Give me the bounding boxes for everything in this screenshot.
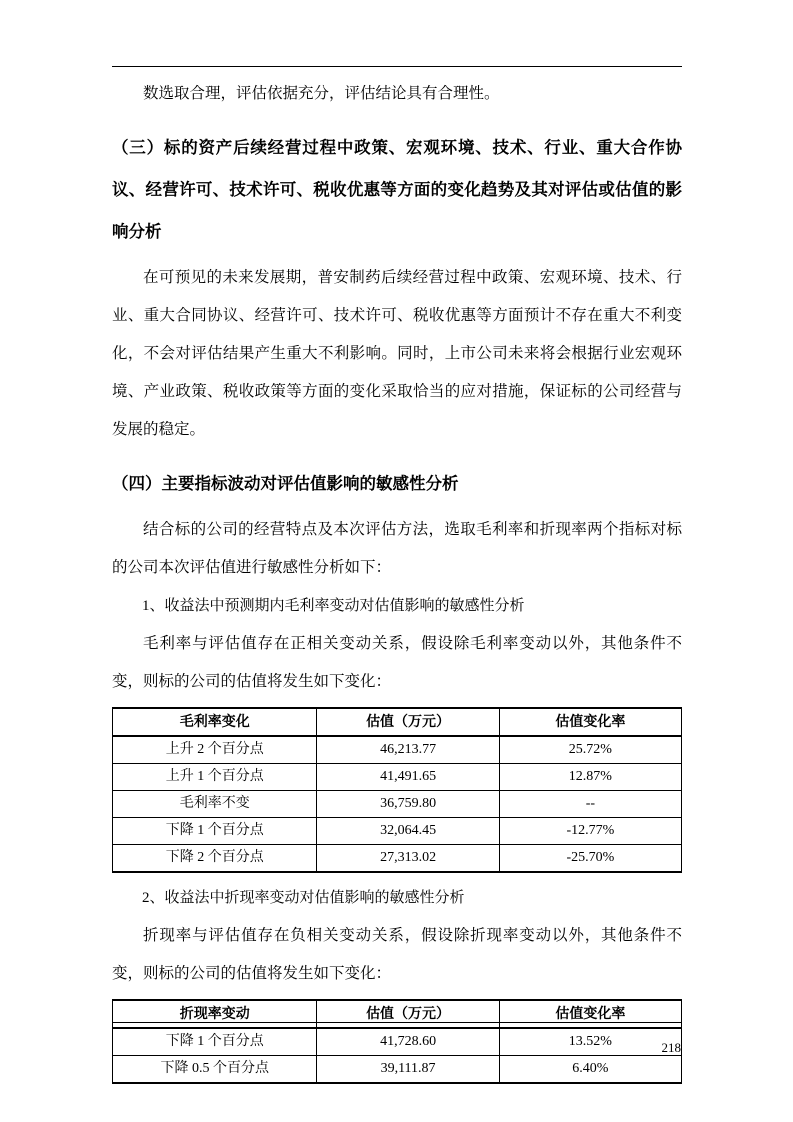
header-rule xyxy=(112,66,682,67)
cell-rate: 25.72% xyxy=(499,736,681,764)
cell-rate: 13.52% xyxy=(499,1028,681,1056)
table-row xyxy=(113,791,682,818)
subsection-2-title: 2、收益法中折现率变动对估值影响的敏感性分析 xyxy=(142,890,465,906)
section-three-paragraph: 在可预见的未来发展期，普安制药后续经营过程中政策、宏观环境、技术、行业、重大合同协议、经营许可、技术许可、税收优惠等方面预计不存在重大不利变化，不会对评估结果产生重大不利影响。同时，上市公司未来将会根据行业宏观环境、产业政策、税收政策等方面的变化采取恰当的应对措施，保证标的公司经营与发展的稳定。 xyxy=(112,269,682,438)
section-four-intro-paragraph: 结合标的公司的经营特点及本次评估方法，选取毛利率和折现率两个指标对标的公司本次评估值进行敏感性分析如下： xyxy=(112,521,682,576)
cell-change: 上升 2 个百分点 xyxy=(113,736,317,764)
cell-rate: -25.70% xyxy=(499,845,681,873)
table-row xyxy=(113,845,682,873)
page-number: 218 xyxy=(661,1040,681,1055)
table-row xyxy=(113,736,682,764)
cell-valuation: 36,759.80 xyxy=(317,791,499,818)
cell-valuation: 39,111.87 xyxy=(317,1056,499,1084)
cell-rate: 12.87% xyxy=(499,764,681,791)
cell-change: 下降 1 个百分点 xyxy=(113,1028,317,1056)
cell-valuation: 41,728.60 xyxy=(317,1028,499,1056)
subsection-2-paragraph: 折现率与评估值存在负相关变动关系，假设除折现率变动以外，其他条件不变，则标的公司的估值将发生如下变化： xyxy=(112,927,682,982)
subsection-1-paragraph: 毛利率与评估值存在正相关变动关系，假设除毛利率变动以外，其他条件不变，则标的公司的估值将发生如下变化： xyxy=(112,635,682,690)
gross-margin-sensitivity-table xyxy=(112,707,682,873)
cell-valuation: 46,213.77 xyxy=(317,736,499,764)
cell-rate: -12.77% xyxy=(499,818,681,845)
column-header-valuation: 估值（万元） xyxy=(317,708,499,736)
section-three-heading: （三）标的资产后续经营过程中政策、宏观环境、技术、行业、重大合作协议、经营许可、技术许可、税收优惠等方面的变化趋势及其对评估或估值的影响分析 xyxy=(112,138,682,241)
column-header-valuation: 估值（万元） xyxy=(317,1000,499,1028)
page-content xyxy=(112,75,682,1090)
cell-rate: -- xyxy=(499,791,681,818)
cell-valuation: 27,313.02 xyxy=(317,845,499,873)
column-header-rate: 估值变化率 xyxy=(499,1000,681,1028)
column-header-change: 折现率变动 xyxy=(113,1000,317,1028)
cell-rate: 6.40% xyxy=(499,1056,681,1084)
table-row xyxy=(113,1028,682,1056)
table-row xyxy=(113,818,682,845)
discount-rate-sensitivity-table xyxy=(112,999,682,1084)
cell-change: 下降 1 个百分点 xyxy=(113,818,317,845)
cell-change: 下降 2 个百分点 xyxy=(113,845,317,873)
section-four-heading-block xyxy=(112,463,682,505)
column-header-rate: 估值变化率 xyxy=(499,708,681,736)
cell-change: 下降 0.5 个百分点 xyxy=(113,1056,317,1084)
column-header-change: 毛利率变化 xyxy=(113,708,317,736)
top-fragment-paragraph: 数选取合理，评估依据充分，评估结论具有合理性。 xyxy=(143,85,500,102)
table-header-row xyxy=(113,1000,682,1028)
subsection-1-title: 1、收益法中预测期内毛利率变动对估值影响的敏感性分析 xyxy=(142,598,525,614)
table-header-row xyxy=(113,708,682,736)
table-row xyxy=(113,764,682,791)
cell-valuation: 41,491.65 xyxy=(317,764,499,791)
cell-valuation: 32,064.45 xyxy=(317,818,499,845)
section-three-heading-block xyxy=(112,127,682,253)
cell-change: 上升 1 个百分点 xyxy=(113,764,317,791)
cell-change: 毛利率不变 xyxy=(113,791,317,818)
section-four-heading: （四）主要指标波动对评估值影响的敏感性分析 xyxy=(112,474,459,493)
table-row xyxy=(113,1056,682,1084)
